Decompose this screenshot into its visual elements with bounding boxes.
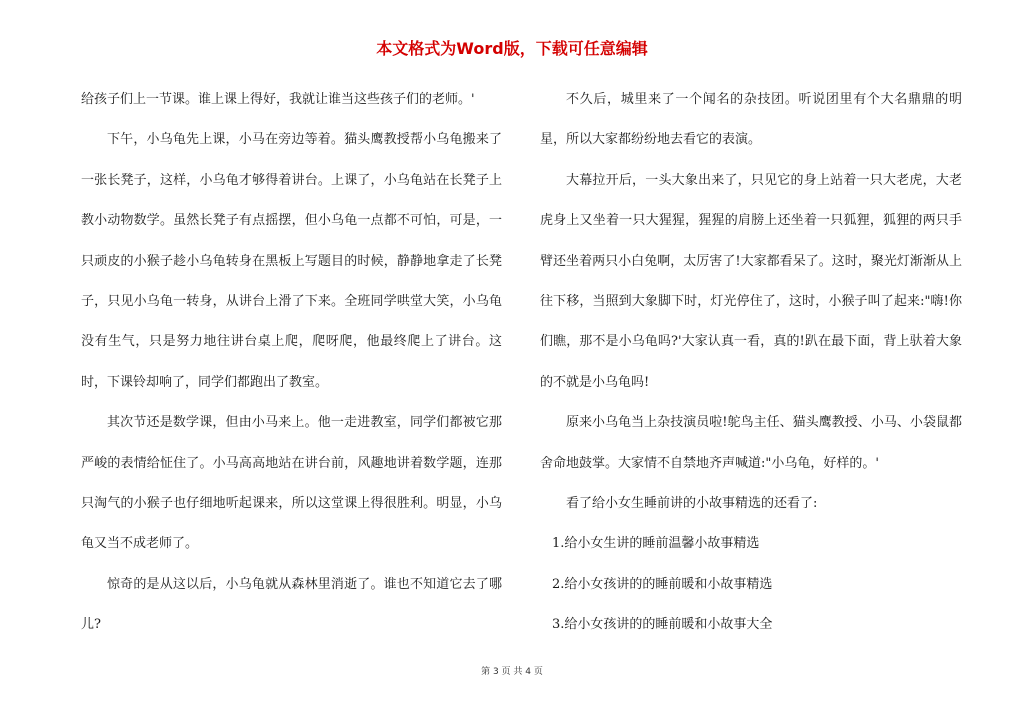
story-paragraph: 大幕拉开后，一头大象出来了，只见它的身上站着一只大老虎，大老虎身上又坐着一只大猩猩，猩猩的肩膀上还坐着一只狐狸，狐狸的两只手臂还坐着两只小白兔啊，太厉害了!大家都看呆了。这时，聚光灯渐渐从上往下移，当照到大象脚下时，灯光停住了，这时，小猴子叫了起来:"嗨!你们瞧，那不是小乌龟吗?'大家认真一看，真的!趴在最下面，背上驮着大象的不就是小乌龟吗! bbox=[540, 172, 962, 390]
related-story-link[interactable]: 2.给小女孩讲的的睡前暖和小故事精选 bbox=[552, 576, 773, 592]
story-paragraph: 原来小乌龟当上杂技演员啦!鸵鸟主任、猫头鹰教授、小马、小袋鼠都舍命地鼓掌。大家情不自禁地齐声喊道:"小乌龟，好样的。' bbox=[540, 415, 962, 471]
page-number-footer: 第 3 页 共 4 页 bbox=[481, 667, 543, 677]
right-text-column bbox=[540, 80, 962, 646]
story-paragraph: 下午，小乌龟先上课，小马在旁边等着。猫头鹰教授帮小乌龟搬来了一张长凳子，这样，小乌龟才够得着讲台。上课了，小乌龟站在长凳子上教小动物数学。虽然长凳子有点摇摆，但小乌龟一点都不可怕，可是，一只顽皮的小猴子趁小乌龟转身在黑板上写题目的时候，静静地拿走了长凳子，只见小乌龟一转身，从讲台上滑了下来。全班同学哄堂大笑，小乌龟没有生气，只是努力地往讲台桌上爬，爬呀爬，他最终爬上了讲台。这时，下课铃却响了，同学们都跑出了教室。 bbox=[81, 132, 502, 390]
story-paragraph: 不久后，城里来了一个闻名的杂技团。听说团里有个大名鼎鼎的明星，所以大家都纷纷地去看它的表演。 bbox=[540, 92, 962, 148]
story-paragraph: 其次节还是数学课，但由小马来上。他一走进教室，同学们都被它那严峻的表情给怔住了。小马高高地站在讲台前，风趣地讲着数学题，连那只淘气的小猴子也仔细地听起课来，所以这堂课上得很胜利。明显，小乌龟又当不成老师了。 bbox=[81, 415, 502, 552]
left-text-column bbox=[81, 80, 502, 646]
story-paragraph: 惊奇的是从这以后，小乌龟就从森林里消逝了。谁也不知道它去了哪儿? bbox=[81, 576, 502, 633]
document-header-banner: 本文格式为Word版，下载可任意编辑 bbox=[376, 39, 648, 58]
related-story-link[interactable]: 1.给小女生讲的睡前温馨小故事精选 bbox=[552, 536, 760, 552]
story-paragraph: 给孩子们上一节课。谁上课上得好，我就让谁当这些孩子们的老师。' bbox=[81, 92, 475, 107]
related-story-link[interactable]: 3.给小女孩讲的的睡前暖和小故事大全 bbox=[552, 617, 773, 633]
related-stories-intro: 看了给小女生睡前讲的小故事精选的还看了: bbox=[566, 496, 818, 512]
